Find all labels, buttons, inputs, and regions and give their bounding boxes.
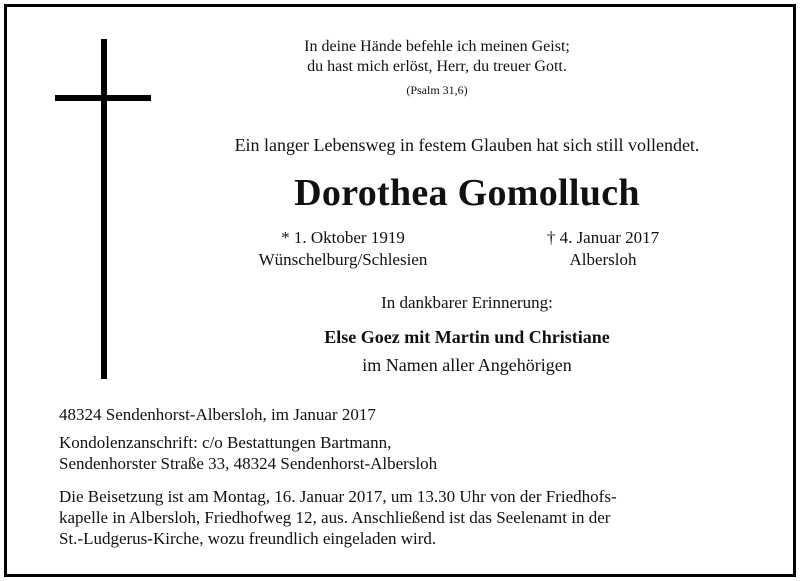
- birth-place: Wünschelburg/Schlesien: [258, 250, 428, 269]
- intro-text: Ein langer Lebensweg in festem Glauben hat sich still vollendet.: [234, 135, 700, 155]
- birth-info: [213, 227, 473, 271]
- obituary-notice: [4, 4, 796, 577]
- cross-icon: [101, 39, 107, 379]
- deceased-name: Dorothea Gomolluch: [294, 172, 640, 214]
- funeral-line-1: Die Beisetzung ist am Montag, 16. Januar 2017, um 13.30 Uhr von der Friedhofs-: [59, 487, 617, 506]
- cross-icon-bar: [55, 95, 151, 101]
- verse-reference: (Psalm 31,6): [406, 83, 468, 97]
- condolence-address: [59, 432, 779, 474]
- birth-date: * 1. Oktober 1919: [281, 228, 405, 247]
- funeral-line-2: kapelle in Albersloh, Friedhofweg 12, aus. Anschließend ist das Seelenamt in der: [59, 508, 611, 527]
- family-names: Else Goez mit Martin und Christiane: [324, 327, 610, 347]
- verse-line-2: du hast mich erlöst, Herr, du treuer Gott.: [307, 58, 567, 75]
- funeral-line-3: St.-Ludgerus-Kirche, wozu freundlich eingeladen wird.: [59, 529, 437, 548]
- funeral-info: [59, 486, 779, 549]
- verse-line-1: In deine Hände befehle ich meinen Geist;: [304, 38, 570, 55]
- remembrance-text: In dankbarer Erinnerung:: [381, 293, 553, 312]
- condolence-line-1: Kondolenzanschrift: c/o Bestattungen Bartmann,: [59, 433, 392, 452]
- death-date: † 4. Januar 2017: [546, 228, 660, 247]
- death-info: [493, 227, 713, 271]
- relatives-text: im Namen aller Angehörigen: [362, 355, 572, 375]
- place-date: 48324 Sendenhorst-Albersloh, im Januar 2017: [59, 405, 376, 424]
- death-place: Albersloh: [569, 250, 637, 269]
- condolence-line-2: Sendenhorster Straße 33, 48324 Sendenhorst-Albersloh: [59, 454, 438, 473]
